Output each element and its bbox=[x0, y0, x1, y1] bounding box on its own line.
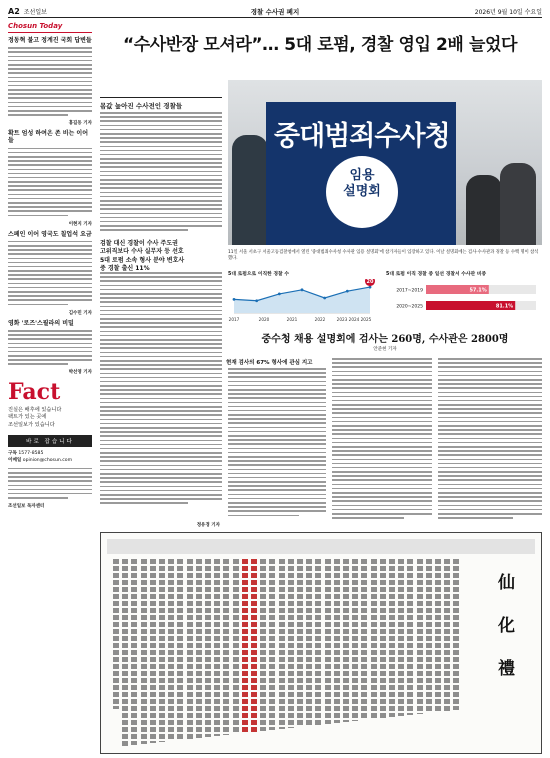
tagline-line: 조선일보가 있습니다 bbox=[8, 422, 55, 428]
category-label: 2017~2019 bbox=[396, 288, 423, 294]
tagline bbox=[8, 407, 92, 430]
vertical-text-column bbox=[315, 559, 321, 725]
line-chart-panel bbox=[228, 270, 378, 322]
email-address: opinion@chosun.com bbox=[22, 457, 73, 463]
page-number: A2 bbox=[8, 6, 20, 16]
body-text bbox=[8, 148, 92, 220]
vertical-text-column bbox=[426, 559, 432, 713]
tagline-line: 진실은 배후에 있습니다 bbox=[8, 406, 62, 413]
section-title: 경찰 수사권 폐지 bbox=[250, 7, 300, 16]
vertical-text-column bbox=[288, 559, 294, 728]
vertical-text-column bbox=[141, 559, 147, 744]
value-label: 57.1% bbox=[469, 287, 487, 294]
sub-headline: 중수청 채용 설명회에 검사는 260명, 수사관은 2800명 bbox=[261, 334, 509, 345]
tick-label: 2023 2024 2025 bbox=[336, 317, 372, 322]
subscribe-banner: 바로 잡습니다 bbox=[8, 435, 92, 447]
vertical-text-column bbox=[196, 559, 202, 738]
photo-caption: 11일 서울 서초구 서울고등검찰청에서 열린 '중대범죄수사청 수사관 임용 설명회'에 참가자들이 입장하고 있다. 이날 설명회에는 검사·수사관과 경찰 등 수백 명이 참석했다. bbox=[228, 250, 539, 262]
sub-byline: 안준현 기자 bbox=[373, 347, 397, 352]
advertisement bbox=[100, 532, 542, 754]
vertical-text-column bbox=[453, 559, 459, 710]
value-label: 81.1% bbox=[495, 303, 514, 310]
vertical-text-column bbox=[223, 559, 229, 735]
item-author: 홍길동 기자 bbox=[68, 121, 92, 127]
chart-title: 5대 로펌 이직 경찰 중 일선 경찰서 수사관 비중 bbox=[386, 272, 487, 277]
column-title: Chosun Today bbox=[8, 22, 92, 33]
masthead bbox=[8, 5, 542, 18]
contact-info bbox=[8, 450, 92, 464]
vertical-text-column bbox=[187, 559, 193, 739]
reader-center-label: 조선일보 독자센터 bbox=[8, 503, 45, 509]
body-text bbox=[8, 241, 92, 309]
side-heads bbox=[100, 240, 220, 274]
body-text bbox=[438, 358, 542, 526]
vertical-text-column bbox=[297, 559, 303, 727]
item-title: 정동혁 불고 정계진 국회 답변들 bbox=[8, 37, 92, 44]
vertical-text-column bbox=[159, 559, 165, 742]
side-head: 고위직보다 수사 실무자 등 선호 bbox=[100, 248, 184, 256]
item-author: 김수민 기자 bbox=[68, 310, 92, 316]
vertical-text-column bbox=[389, 559, 395, 717]
person-figure bbox=[466, 175, 502, 245]
vertical-text-column bbox=[398, 559, 404, 716]
vertical-text-column bbox=[334, 559, 340, 723]
vertical-text-column bbox=[371, 559, 377, 719]
vertical-text-column bbox=[444, 559, 450, 711]
item-author: 이현지 기자 bbox=[68, 221, 92, 227]
chart-title: 5대 로펌으로 이직한 경찰 수 bbox=[228, 272, 289, 277]
banner-circle bbox=[326, 156, 398, 228]
photo-banner bbox=[266, 102, 456, 245]
data-point bbox=[346, 290, 349, 293]
tick-label: 2021 bbox=[286, 317, 298, 322]
issue-date: 2026년 9월 10일 수요일 bbox=[474, 8, 542, 16]
vertical-text-column bbox=[435, 559, 441, 712]
banner-text: 설명회 bbox=[343, 184, 381, 200]
line-chart bbox=[228, 279, 378, 323]
vertical-text-column bbox=[177, 559, 183, 740]
tick-label: 2022 bbox=[314, 317, 326, 322]
section-label: 현재 검사의 67% 형사에 관심 지고 bbox=[226, 360, 313, 366]
data-point bbox=[278, 293, 281, 296]
paper-name: 조선일보 bbox=[23, 8, 47, 16]
vertical-text-column bbox=[242, 559, 248, 733]
banner-text: 임용 bbox=[349, 168, 375, 183]
side-head: 중 경찰 출신 11% bbox=[100, 265, 150, 273]
vertical-text-column bbox=[233, 559, 239, 734]
vertical-text-column bbox=[269, 559, 275, 730]
body-text bbox=[332, 358, 432, 526]
data-point bbox=[323, 297, 326, 300]
tick-label: 2020 bbox=[258, 317, 270, 322]
body-text bbox=[8, 468, 92, 502]
vertical-text-column bbox=[168, 559, 174, 741]
bar-chart bbox=[386, 279, 542, 323]
fact-logo: Fact bbox=[8, 378, 61, 405]
ad-header bbox=[107, 539, 535, 554]
side-head: 검찰 대신 경찰이 수사 주도권 bbox=[100, 240, 178, 247]
vertical-text-column bbox=[260, 559, 266, 731]
vertical-text-column bbox=[150, 559, 156, 743]
vertical-text-column bbox=[352, 559, 358, 721]
body-text bbox=[100, 112, 222, 237]
tick-label: 2017 bbox=[228, 317, 240, 322]
data-point bbox=[369, 286, 372, 289]
vertical-text-column bbox=[122, 559, 128, 746]
data-point bbox=[301, 288, 304, 291]
vertical-text-column bbox=[131, 559, 137, 745]
side-head: 5대 로펌 소속 형사 분야 변호사 bbox=[100, 256, 185, 264]
person-figure bbox=[500, 163, 536, 245]
deck-title: 몸값 높아진 수사전인 경찰들 bbox=[100, 97, 222, 110]
data-point bbox=[233, 298, 236, 301]
vertical-text-column bbox=[380, 559, 386, 718]
news-photo bbox=[228, 80, 542, 245]
person-figure bbox=[232, 135, 268, 245]
bar-chart-panel bbox=[386, 270, 542, 322]
body-text bbox=[8, 330, 92, 368]
vertical-text-column bbox=[113, 559, 119, 709]
infographic bbox=[228, 270, 542, 322]
left-column bbox=[8, 22, 92, 754]
body-text bbox=[8, 47, 92, 119]
item-title: 스페인 이어 영국도 칠업석 요금 bbox=[8, 230, 92, 238]
body-text bbox=[228, 368, 326, 526]
phone-number: 1577-8585 bbox=[18, 450, 44, 456]
item-title: 영화 '로즈'스필라의 비밀 bbox=[8, 319, 74, 327]
vertical-text-column bbox=[279, 559, 285, 729]
body-text bbox=[100, 272, 222, 520]
vertical-text-column bbox=[251, 559, 257, 732]
callout-label: 20 bbox=[366, 279, 374, 286]
vertical-text-column bbox=[306, 559, 312, 726]
vertical-text-column bbox=[407, 559, 413, 715]
vertical-text-column bbox=[214, 559, 220, 736]
vertical-text-column bbox=[343, 559, 349, 722]
item-author: 박선영 기자 bbox=[68, 369, 92, 375]
data-point bbox=[255, 299, 258, 302]
category-label: 2020~2025 bbox=[396, 304, 423, 310]
byline: 정유경 기자 bbox=[196, 523, 220, 528]
banner-text: 중대범죄수사청 bbox=[274, 121, 450, 152]
vertical-text-column bbox=[325, 559, 331, 724]
item-title: 확트 엄성 하여온 존 비는 이어들 bbox=[8, 130, 88, 145]
vertical-text-column bbox=[417, 559, 423, 714]
ad-calligraphy: 仙 化 禮 bbox=[494, 573, 514, 686]
vertical-text-column bbox=[361, 559, 367, 720]
vertical-text-column bbox=[205, 559, 211, 737]
phone-label: 구독 bbox=[8, 450, 17, 456]
tagline-line: 팩트가 있는 곳에 bbox=[8, 414, 47, 421]
email-label: 이메일 bbox=[8, 457, 22, 463]
main-headline: “수사반장 모셔라”… 5대 로펌, 경찰 영입 2배 늘었다 bbox=[122, 35, 518, 55]
